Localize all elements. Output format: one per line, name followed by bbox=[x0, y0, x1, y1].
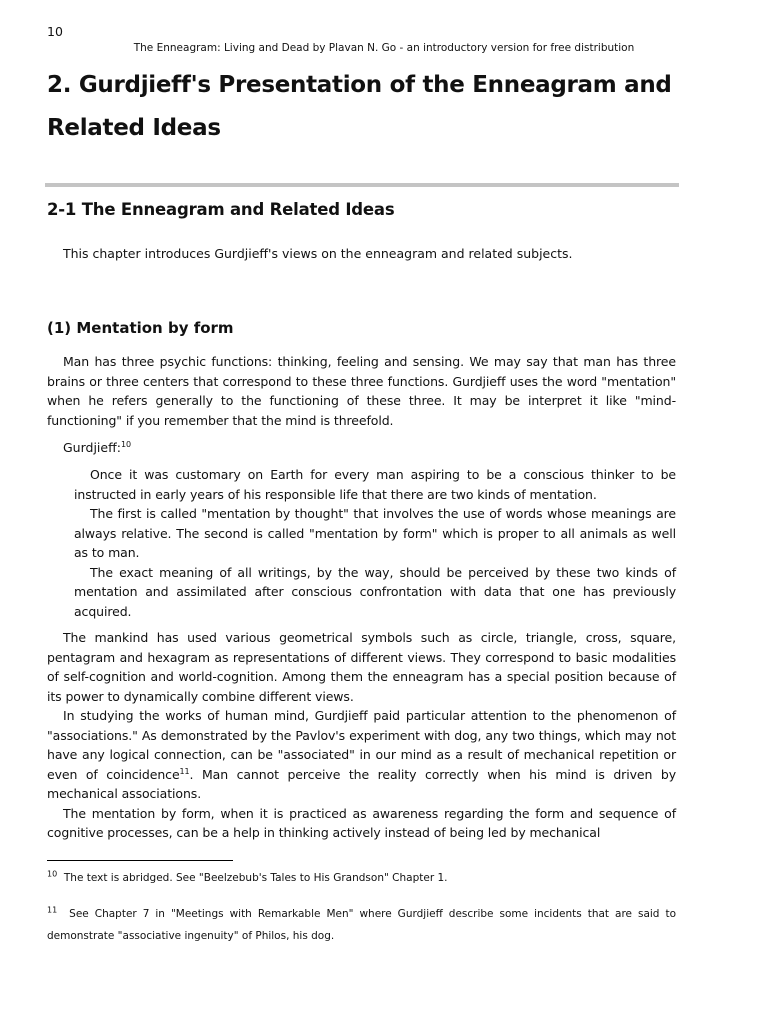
subsection-title: (1) Mentation by form bbox=[47, 319, 234, 337]
chapter-divider bbox=[45, 183, 679, 187]
page-number: 10 bbox=[47, 24, 63, 39]
quote-attribution bbox=[63, 438, 131, 458]
footnote-separator bbox=[47, 860, 233, 861]
attribution-label: Gurdjieff: bbox=[63, 440, 121, 455]
associations-text-b: . Man cannot perceive the reality correctly when his mind is driven by mechanical associations. bbox=[47, 766, 676, 801]
section-title: 2-1 The Enneagram and Related Ideas bbox=[47, 200, 395, 219]
chapter-title: 2. Gurdjieff's Presentation of the Enneagram and Related Ideas bbox=[47, 72, 672, 141]
footnote bbox=[47, 903, 676, 947]
section-intro: This chapter introduces Gurdjieff's views on the enneagram and related subjects. bbox=[63, 246, 573, 261]
footnote-text: See Chapter 7 in "Meetings with Remarkable Men" where Gurdjieff describe some incidents that are said to demonstrate "associative ingenuity" of Philos, his dog. bbox=[47, 908, 676, 942]
body-continuation bbox=[47, 628, 676, 843]
footnote-number: 10 bbox=[47, 869, 58, 879]
footnote-ref-11[interactable]: 11 bbox=[179, 766, 190, 776]
quote-paragraph: The exact meaning of all writings, by the way, should be perceived by these two kinds of mentation and assimilated after conscious confrontation with data that one has previously acquired. bbox=[74, 564, 676, 619]
running-header: The Enneagram: Living and Dead by Plavan N. Go - an introductory version for free distribution bbox=[133, 42, 635, 54]
paragraph-three-functions: Man has three psychic functions: thinking, feeling and sensing. We may say that man has three brains or three centers that correspond to these three functions. Gurdjieff uses the word "mentation" when he refers generally to the functioning of these three. It may be interpret it like "mind-functioning" if you remember that the mind is threefold. bbox=[47, 354, 676, 428]
paragraph-mentation-by-form: The mentation by form, when it is practiced as awareness regarding the form and sequence of cognitive processes, can be a help in thinking actively instead of being led by mechanical bbox=[47, 805, 676, 840]
footnote-number: 11 bbox=[47, 905, 58, 915]
footnote bbox=[47, 867, 676, 889]
quote-paragraph: The first is called "mentation by thought" that involves the use of words whose meanings are always relative. The second is called "mentation by form" which is proper to all animals as well as to man. bbox=[74, 506, 676, 560]
paragraph-associations bbox=[47, 706, 676, 804]
footnote-text: The text is abridged. See "Beelzebub's Tales to His Grandson" Chapter 1. bbox=[63, 872, 448, 884]
block-quote bbox=[74, 465, 676, 621]
quote-paragraph: Once it was customary on Earth for every man aspiring to be a conscious thinker to be instructed in early years of his responsible life that there are two kinds of mentation. bbox=[74, 467, 676, 502]
footnote-ref-10[interactable]: 10 bbox=[120, 439, 132, 449]
associations-text-a: In studying the works of human mind, Gurdjieff paid particular attention to the phenomenon of "associations." As demonstrated by the Pavlov's experiment with dog, any two things, which may not have any logical connection, can be "associated" in our mind as a result of mechanical repetition or even of coincidence bbox=[47, 708, 676, 782]
paragraph-geometric-symbols: The mankind has used various geometrical symbols such as circle, triangle, cross, square, pentagram and hexagram as representations of different views. They correspond to basic modalities of self-cognition and world-cognition. Among them the enneagram has a special position because of its power to dynamically combine different views. bbox=[47, 630, 676, 704]
